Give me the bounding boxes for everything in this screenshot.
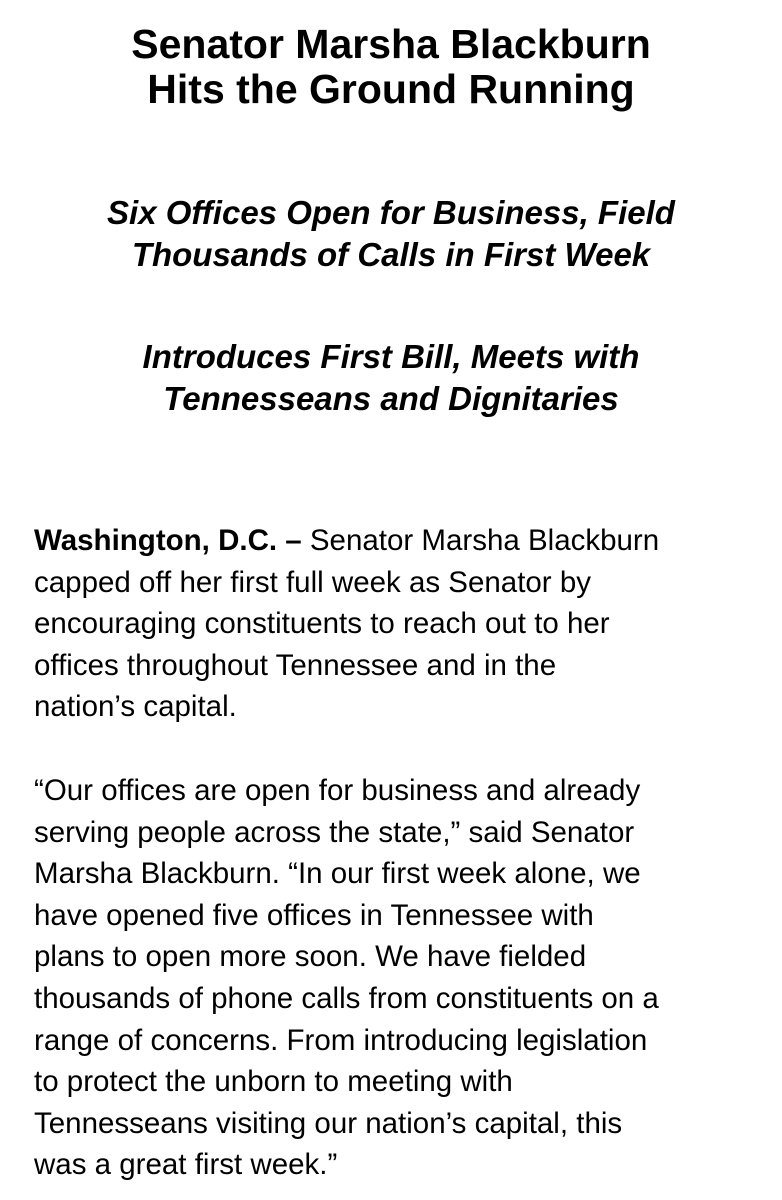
paragraph-line: range of concerns. From introducing legislation	[34, 1023, 648, 1057]
paragraph-line-text: Senator Marsha Blackburn	[301, 524, 660, 557]
paragraph-line: thousands of phone calls from constituents on a	[34, 981, 659, 1015]
paragraph-line: encouraging constituents to reach out to her	[34, 607, 610, 641]
paragraph-line: capped off her first full week as Senator by	[34, 565, 591, 599]
paragraph-line: serving people across the state,” said Senator	[34, 815, 635, 849]
subheadline-offices-line-1: Six Offices Open for Business, Field	[107, 194, 675, 231]
subheadline-first-bill-line-2: Tennesseans and Dignitaries	[163, 380, 619, 417]
opening-paragraph	[34, 520, 774, 728]
dateline: Washington, D.C. –	[34, 524, 302, 557]
headline-line-1: Senator Marsha Blackburn	[131, 21, 651, 67]
subheadline-offices-line-2: Thousands of Calls in First Week	[131, 236, 651, 273]
quote-paragraph	[34, 770, 774, 1186]
paragraph-line: offices throughout Tennessee and in the	[34, 648, 557, 682]
paragraph-line: “Our offices are open for business and already	[34, 774, 641, 807]
paragraph-line: have opened five offices in Tennessee with	[34, 898, 594, 932]
paragraph-line: was a great first week.”	[34, 1148, 338, 1182]
paragraph-line: nation’s capital.	[34, 690, 237, 724]
subheadline-offices	[0, 192, 782, 276]
paragraph-line	[34, 520, 774, 562]
subheadline-first-bill	[0, 336, 782, 420]
headline	[0, 22, 782, 112]
paragraph-line: Marsha Blackburn. “In our first week alone, we	[34, 857, 641, 891]
paragraph-line: Tennesseans visiting our nation’s capital, this	[34, 1106, 623, 1140]
subheadline-first-bill-line-1: Introduces First Bill, Meets with	[142, 338, 640, 375]
paragraph-line: to protect the unborn to meeting with	[34, 1065, 513, 1099]
headline-line-2: Hits the Ground Running	[147, 66, 635, 112]
paragraph-line: plans to open more soon. We have fielded	[34, 940, 587, 974]
